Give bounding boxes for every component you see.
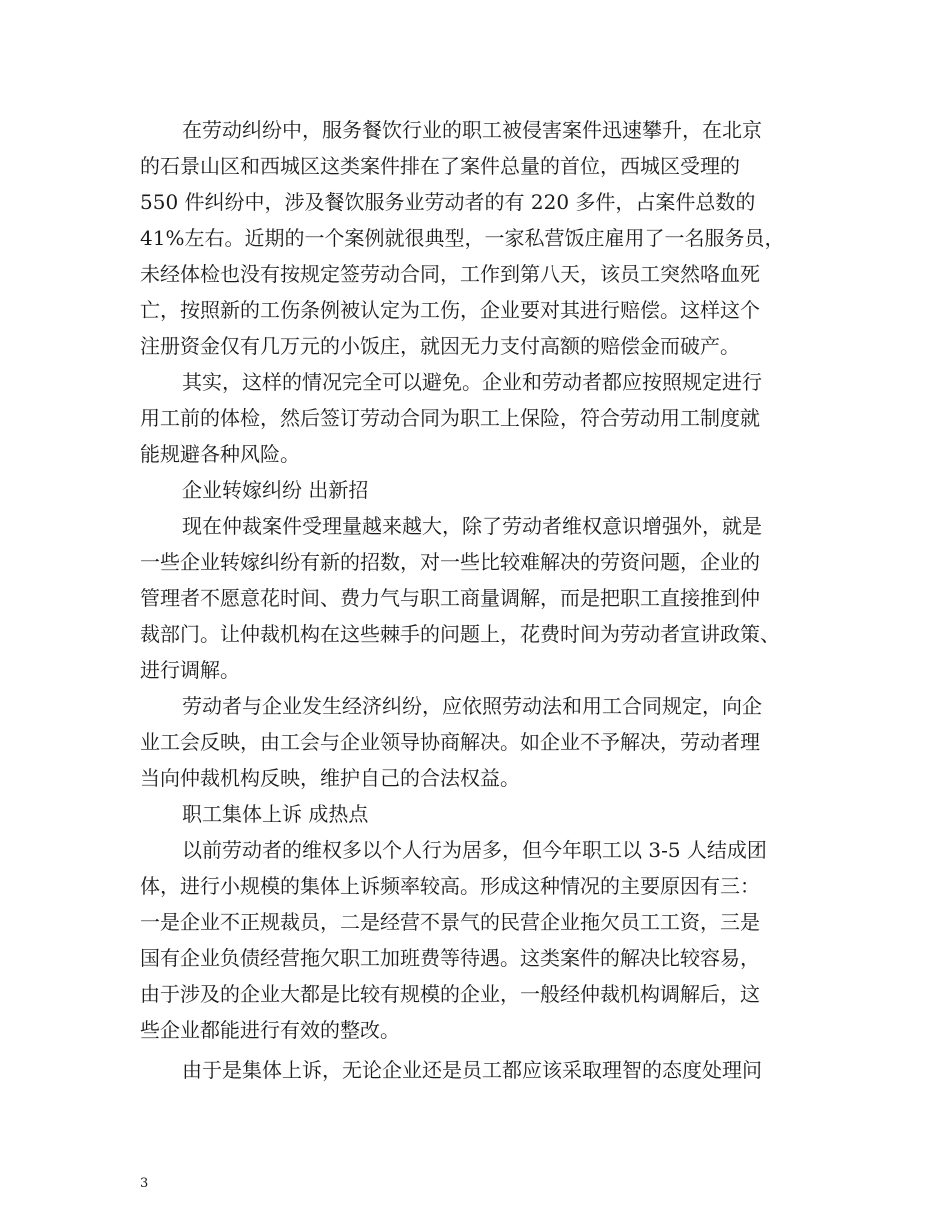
text-line: 体，进行小规模的集体上诉频率较高。形成这种情况的主要原因有三： — [140, 874, 760, 898]
page-number: 3 — [140, 1176, 149, 1191]
text-line: 在劳动纠纷中，服务餐饮行业的职工被侵害案件迅速攀升，在北京 — [182, 118, 762, 142]
text-line: 亡，按照新的工伤条例被认定为工伤，企业要对其进行赔偿。这样这个 — [140, 298, 760, 322]
text-line: 进行调解。 — [140, 658, 240, 682]
text-line: 41%左右。近期的一个案例就很典型，一家私营饭庄雇用了一名服务员， — [140, 226, 785, 250]
text-line: 其实，这样的情况完全可以避免。企业和劳动者都应按照规定进行 — [182, 370, 762, 394]
text-line: 裁部门。让仲裁机构在这些棘手的问题上，花费时间为劳动者宣讲政策、 — [140, 622, 780, 646]
text-line: 550 件纠纷中，涉及餐饮服务业劳动者的有 220 多件，占案件总数的 — [140, 190, 756, 214]
text-line: 能规避各种风险。 — [140, 442, 300, 466]
text-line: 以前劳动者的维权多以个人行为居多，但今年职工以 3-5 人结成团 — [182, 838, 767, 862]
text-line: 管理者不愿意花时间、费力气与职工商量调解，而是把职工直接推到仲 — [140, 586, 760, 610]
text-line: 用工前的体检，然后签订劳动合同为职工上保险，符合劳动用工制度就 — [140, 406, 760, 430]
text-line: 些企业都能进行有效的整改。 — [140, 1018, 400, 1042]
text-line: 劳动者与企业发生经济纠纷，应依照劳动法和用工合同规定，向企 — [182, 694, 762, 718]
text-line: 由于涉及的企业大都是比较有规模的企业，一般经仲裁机构调解后，这 — [140, 982, 760, 1006]
text-line: 注册资金仅有几万元的小饭庄，就因无力支付高额的赔偿金而破产。 — [140, 334, 740, 358]
text-line: 一些企业转嫁纠纷有新的招数，对一些比较难解决的劳资问题，企业的 — [140, 550, 760, 574]
text-line: 当向仲裁机构反映，维护自己的合法权益。 — [140, 766, 520, 790]
section-heading: 企业转嫁纠纷 出新招 — [182, 478, 369, 502]
text-line: 由于是集体上诉，无论企业还是员工都应该采取理智的态度处理问 — [182, 1058, 762, 1082]
section-heading: 职工集体上诉 成热点 — [182, 802, 369, 826]
text-line: 未经体检也没有按规定签劳动合同，工作到第八天，该员工突然咯血死 — [140, 262, 760, 286]
text-line: 业工会反映，由工会与企业领导协商解决。如企业不予解决，劳动者理 — [140, 730, 760, 754]
text-line: 的石景山区和西城区这类案件排在了案件总量的首位，西城区受理的 — [140, 154, 740, 178]
text-line: 现在仲裁案件受理量越来越大，除了劳动者维权意识增强外，就是 — [182, 514, 762, 538]
text-line: 一是企业不正规裁员，二是经营不景气的民营企业拖欠员工工资，三是 — [140, 910, 760, 934]
text-line: 国有企业负债经营拖欠职工加班费等待遇。这类案件的解决比较容易， — [140, 946, 760, 970]
